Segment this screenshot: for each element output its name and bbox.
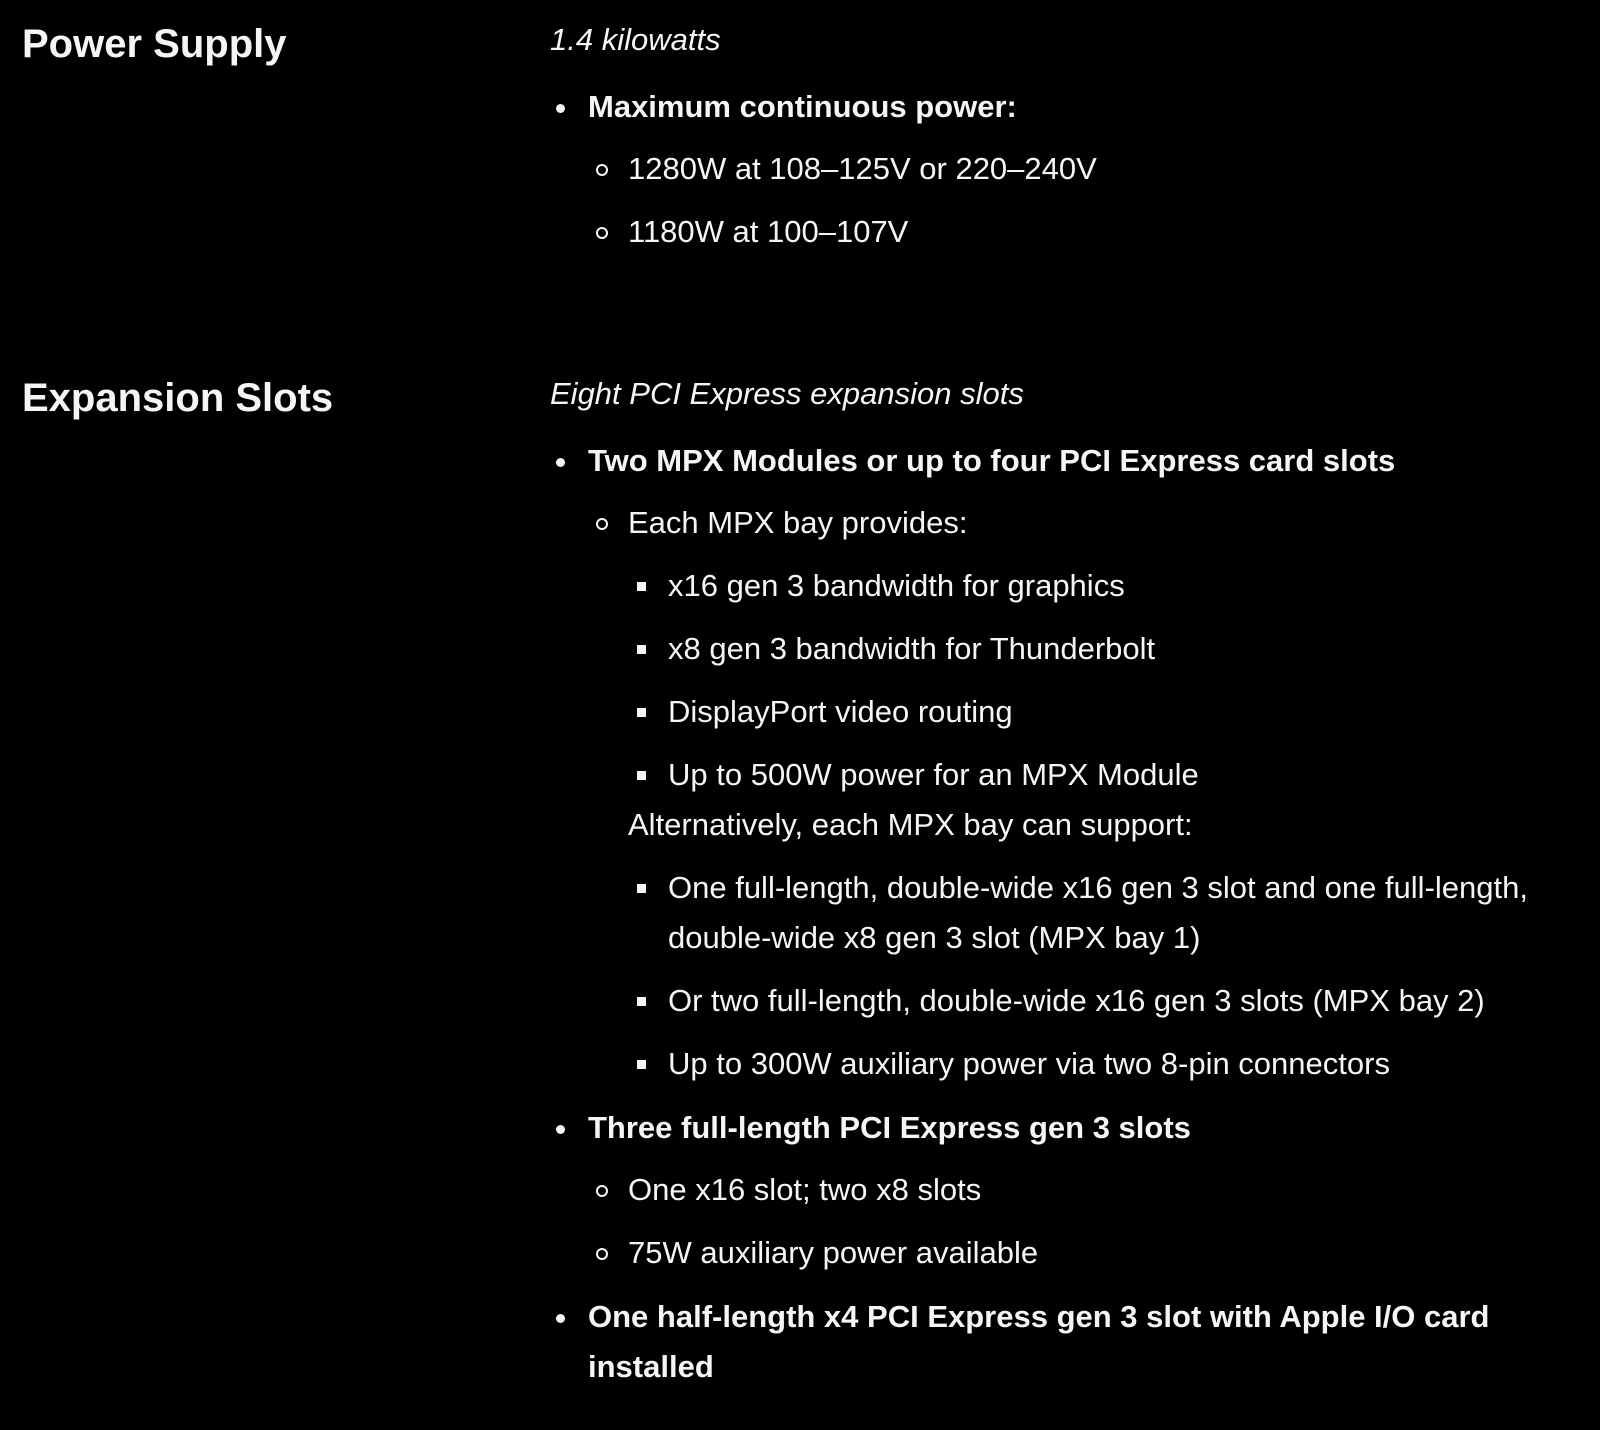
mpx-sublist <box>588 498 1595 1089</box>
half-length-slot-label: One half-length x4 PCI Express gen 3 slot with Apple I/O card installed <box>588 1299 1490 1384</box>
list-item <box>550 1103 1595 1278</box>
power-supply-content <box>550 20 1595 271</box>
list-item: Or two full-length, double-wide x16 gen 3 slots (MPX bay 2) <box>628 976 1595 1026</box>
list-item: One x16 slot; two x8 slots <box>588 1165 1595 1215</box>
list-item: x16 gen 3 bandwidth for graphics <box>628 561 1595 611</box>
mpx-bay-alternative-details <box>628 863 1595 1089</box>
expansion-slots-heading: Expansion Slots <box>22 376 334 420</box>
list-item <box>588 498 1595 1089</box>
power-supply-list <box>550 82 1595 257</box>
expansion-slots-content <box>550 374 1595 1406</box>
power-supply-summary: 1.4 kilowatts <box>550 22 721 57</box>
mpx-bay-details <box>628 561 1595 800</box>
list-item: Up to 300W auxiliary power via two 8-pin connectors <box>628 1039 1595 1089</box>
list-item <box>550 436 1595 1089</box>
mpx-modules-label: Two MPX Modules or up to four PCI Express card slots <box>588 443 1396 478</box>
list-item: DisplayPort video routing <box>628 687 1595 737</box>
mpx-bay-provides-label: Each MPX bay provides: <box>628 505 968 540</box>
list-item: 1280W at 108–125V or 220–240V <box>588 144 1595 194</box>
three-pci-slots-label: Three full-length PCI Express gen 3 slots <box>588 1110 1191 1145</box>
power-supply-heading: Power Supply <box>22 22 287 66</box>
list-item: x8 gen 3 bandwidth for Thunderbolt <box>628 624 1595 674</box>
list-item <box>550 82 1595 257</box>
power-sublist <box>588 144 1595 257</box>
max-continuous-power-label: Maximum continuous power: <box>588 89 1017 124</box>
expansion-slots-list <box>550 436 1595 1392</box>
list-item: 1180W at 100–107V <box>588 207 1595 257</box>
list-item: Up to 500W power for an MPX Module <box>628 750 1595 800</box>
list-item <box>550 1292 1595 1392</box>
expansion-slots-summary: Eight PCI Express expansion slots <box>550 376 1024 411</box>
mpx-bay-alternative-label: Alternatively, each MPX bay can support: <box>628 807 1193 842</box>
list-item: One full-length, double-wide x16 gen 3 slot and one full-length, double-wide x8 gen 3 slot (MPX bay 1) <box>628 863 1595 963</box>
list-item: 75W auxiliary power available <box>588 1228 1595 1278</box>
three-pci-sublist <box>588 1165 1595 1278</box>
